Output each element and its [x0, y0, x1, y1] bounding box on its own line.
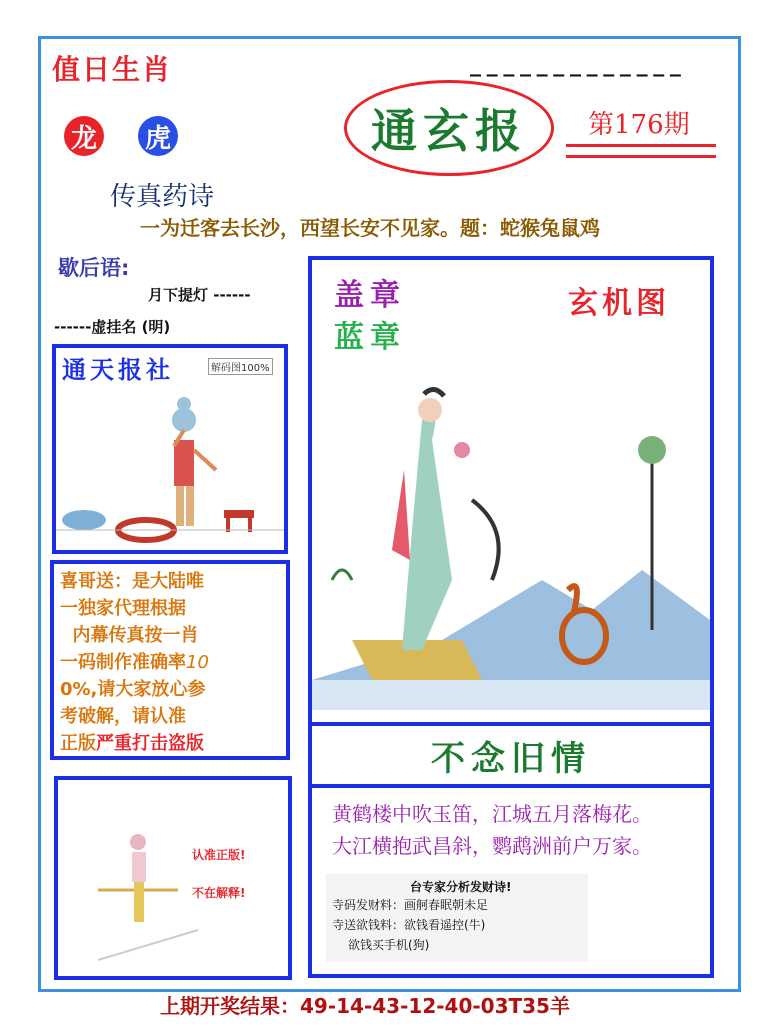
- tip-line-3: 欲钱买手机(狗): [348, 938, 430, 952]
- verse-line-1: 黄鹤楼中吹玉笛，江城五月落梅花。: [332, 802, 652, 826]
- tip-line-1: 寺码发财料：画舸春眠朝未足: [332, 898, 489, 912]
- tip-line-2: 寺送欲钱料：欲钱看遥控(牛): [332, 918, 486, 932]
- promo-box: [50, 560, 290, 760]
- banner-text: 不念旧情: [431, 738, 591, 779]
- promo-line-7: 正版: [60, 733, 96, 754]
- small-box-line-1: 认准正版!: [192, 848, 246, 862]
- footer-result: 上期开奖结果：49-14-43-12-40-03T35羊: [160, 994, 570, 1018]
- zodiac-tiger-badge: 虎: [138, 116, 178, 156]
- main-illustration: [312, 380, 710, 710]
- issue-number: 第176期: [588, 110, 690, 140]
- promo-line-1: 喜哥送：是大陆唯: [60, 571, 204, 592]
- proverb-title: 歇后语:: [58, 256, 130, 280]
- promo-line-5: 0%,请大家放心参: [60, 679, 206, 700]
- xuanji-title: 玄机图: [568, 286, 670, 321]
- issue-underline: [566, 144, 716, 158]
- small-box-illustration: [88, 820, 208, 970]
- verse-line-2: 大江横抱武昌斜，鹦鹉洲前户万家。: [332, 834, 652, 858]
- small-box: [54, 776, 292, 980]
- proverb-line-2: ------虚挂名 (明): [54, 318, 171, 336]
- banner-panel: [312, 726, 710, 788]
- tongtian-illustration: [56, 380, 284, 550]
- stamp-2: 蓝章: [334, 320, 406, 355]
- main-picture-panel: [312, 260, 710, 726]
- proverb-line-1: 月下提灯 ------: [148, 286, 251, 304]
- tips-panel: [326, 874, 588, 962]
- promo-line-3: 内幕传真按一肖: [60, 625, 199, 646]
- tongtian-subtitle: 解码图100%: [208, 358, 273, 375]
- small-box-line-2: 不在解释!: [192, 886, 246, 900]
- promo-line-6: 考破解，请认准: [60, 706, 186, 727]
- tongtian-box: [52, 344, 288, 554]
- promo-number-tail: 10: [186, 652, 209, 673]
- promo-line-4: 一码制作准确率: [60, 652, 186, 673]
- tongtian-title: 通天报社: [62, 355, 174, 384]
- zodiac-dragon-badge: 龙: [64, 116, 104, 156]
- poem-line: 一为迁客去长沙，西望长安不见家。题：蛇猴兔鼠鸡: [140, 216, 600, 240]
- stamp-1: 盖章: [334, 278, 406, 313]
- header-dashes: _ _ _ _ _ _ _ _ _ _ _ _ _: [470, 52, 680, 77]
- zodiac-title: 值日生肖: [52, 53, 173, 86]
- promo-warning: 严重打击盗版: [96, 733, 204, 754]
- logo-text: 通玄报: [371, 104, 527, 158]
- fax-title: 传真药诗: [110, 182, 215, 212]
- promo-line-2: 一独家代理根据: [60, 598, 186, 619]
- tips-title: 台专家分析发财诗!: [410, 880, 512, 894]
- logo-oval: [344, 80, 554, 176]
